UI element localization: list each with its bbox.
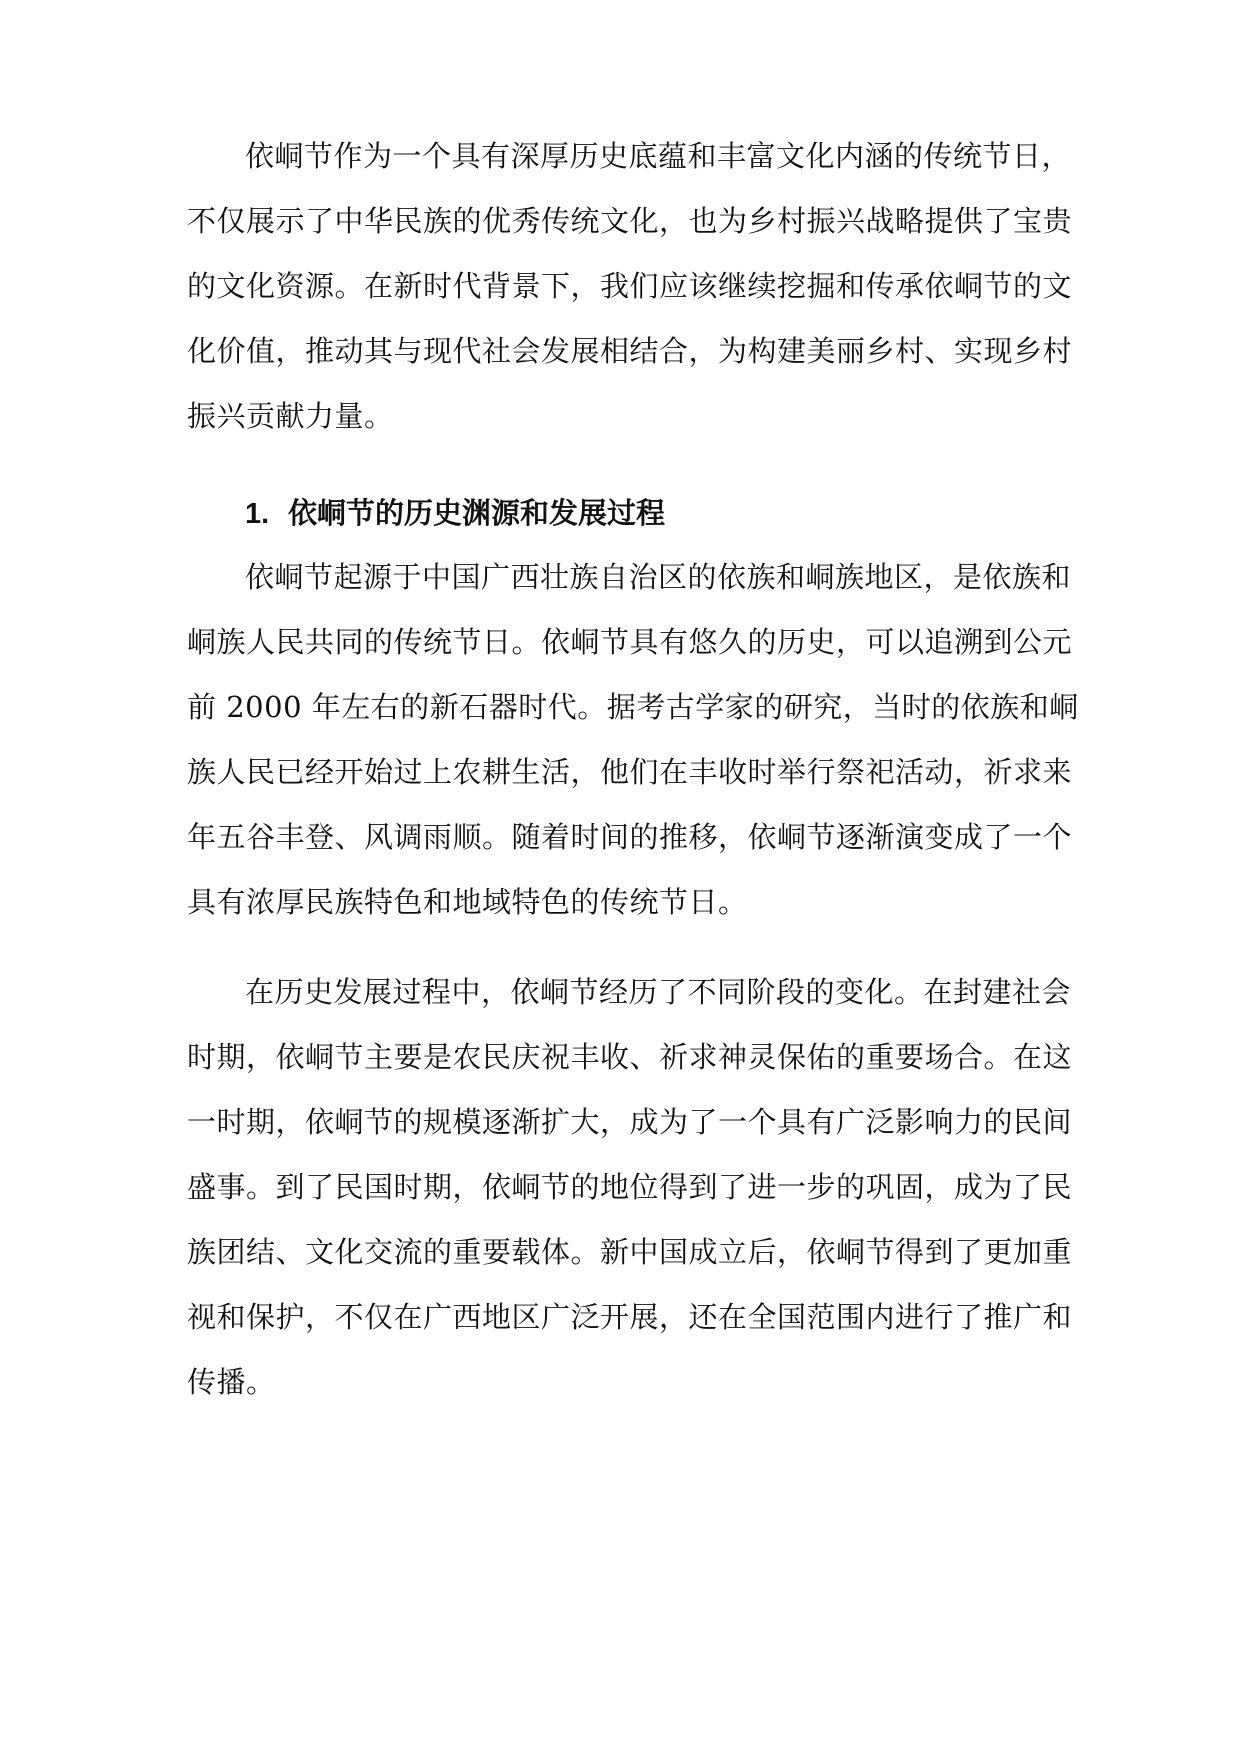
section-title: 依峒节的历史渊源和发展过程 [288, 496, 666, 530]
paragraph-2-line-2: 峒族人民共同的传统节日。依峒节具有悠久的历史，可以追溯到公元 [187, 625, 1073, 659]
paragraph-1-line-2: 不仅展示了中华民族的优秀传统文化，也为乡村振兴战略提供了宝贵 [187, 204, 1073, 238]
paragraph-2-line-6: 具有浓厚民族特色和地域特色的传统节日。 [187, 885, 748, 919]
paragraph-2-line-1: 依峒节起源于中国广西壮族自治区的依族和峒族地区，是依族和 [245, 560, 1072, 594]
paragraph-2-line-3: 前 2000 年左右的新石器时代。据考古学家的研究，当时的依族和峒 [187, 690, 1079, 724]
paragraph-1-line-5: 振兴贡献力量。 [187, 399, 394, 433]
paragraph-3-line-4: 盛事。到了民国时期，依峒节的地位得到了进一步的巩固，成为了民 [187, 1170, 1073, 1204]
paragraph-3-line-6: 视和保护，不仅在广西地区广泛开展，还在全国范围内进行了推广和 [187, 1300, 1073, 1334]
paragraph-1-line-3: 的文化资源。在新时代背景下，我们应该继续挖掘和传承依峒节的文 [187, 269, 1073, 303]
paragraph-2-line-5: 年五谷丰登、风调雨顺。随着时间的推移，依峒节逐渐演变成了一个 [187, 820, 1073, 854]
paragraph-3-line-7: 传播。 [187, 1365, 276, 1399]
paragraph-1-line-4: 化价值，推动其与现代社会发展相结合，为构建美丽乡村、实现乡村 [187, 334, 1073, 368]
paragraph-3-line-2: 时期，依峒节主要是农民庆祝丰收、祈求神灵保佑的重要场合。在这 [187, 1040, 1073, 1074]
paragraph-3-line-3: 一时期，依峒节的规模逐渐扩大，成为了一个具有广泛影响力的民间 [187, 1105, 1073, 1139]
section-heading [245, 493, 665, 534]
paragraph-3-line-1: 在历史发展过程中，依峒节经历了不同阶段的变化。在封建社会 [245, 975, 1072, 1009]
paragraph-2-line-4: 族人民已经开始过上农耕生活，他们在丰收时举行祭祀活动，祈求来 [187, 755, 1073, 789]
section-number: 1. [245, 498, 270, 530]
paragraph-3-line-5: 族团结、文化交流的重要载体。新中国成立后，依峒节得到了更加重 [187, 1235, 1073, 1269]
paragraph-1-line-1: 依峒节作为一个具有深厚历史底蕴和丰富文化内涵的传统节日， [245, 139, 1072, 173]
